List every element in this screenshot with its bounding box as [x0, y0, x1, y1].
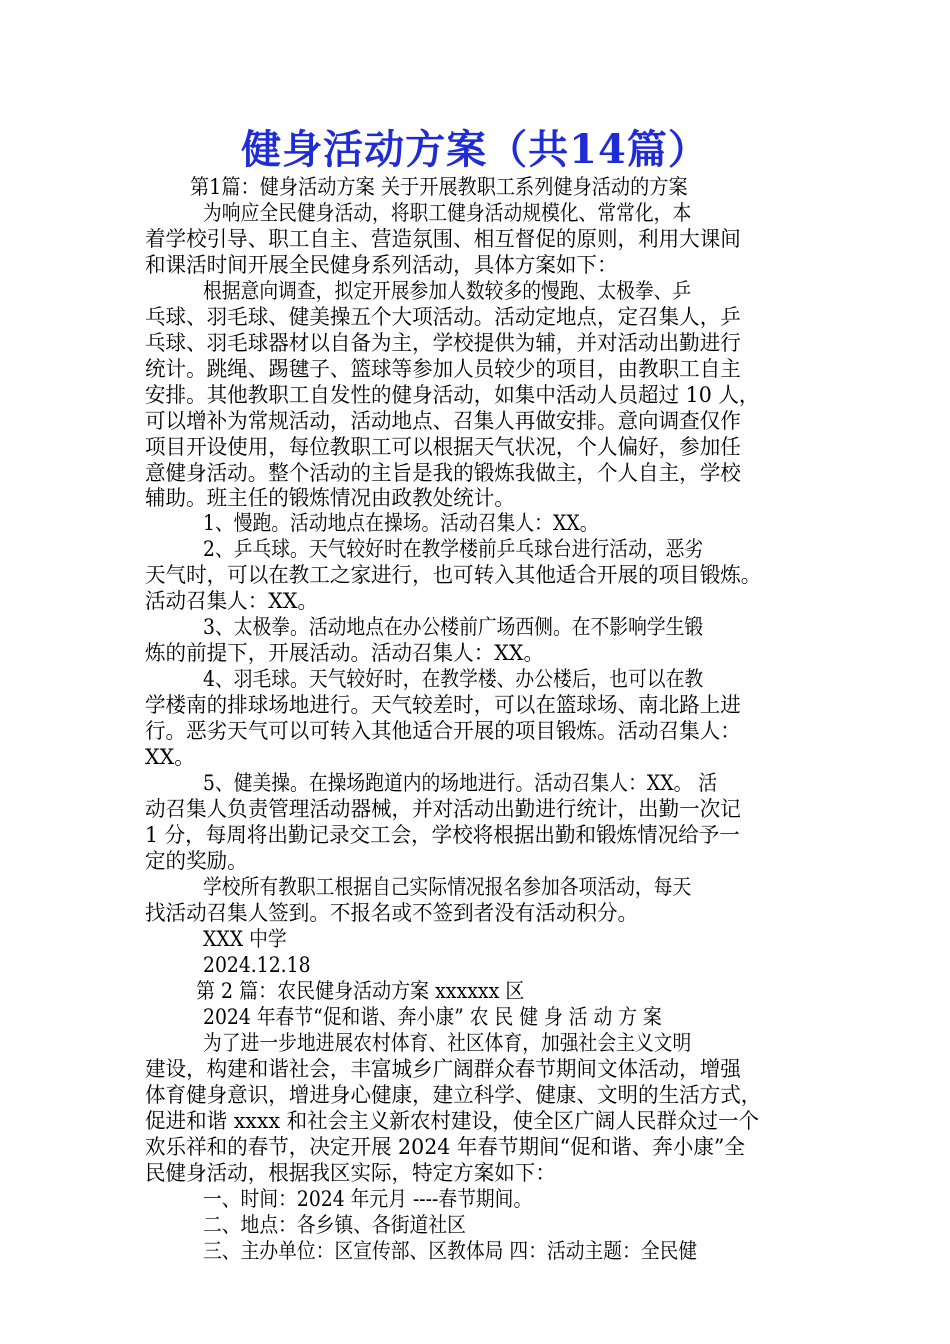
paragraph-line: 行。恶劣天气可以可转入其他适合开展的项目锻炼。活动召集人：	[145, 719, 741, 743]
signature-date: 2024.12.18	[203, 953, 311, 977]
paragraph-line: 欢乐祥和的春节，决定开展 2024 年春节期间“促和谐、奔小康”全	[145, 1135, 745, 1159]
document-title: 健身活动方案（共14篇）	[241, 126, 709, 173]
paragraph-line: 为响应全民健身活动，将职工健身活动规模化、常常化，本	[203, 201, 692, 225]
paragraph-line: 民健身活动，根据我区实际，特定方案如下：	[145, 1161, 556, 1185]
paragraph-line: 意健身活动。整个活动的主旨是我的锻炼我做主，个人自主，学校	[145, 461, 741, 485]
list-item: 5、健美操。在操场跑道内的场地进行。活动召集人：XX。 活	[203, 771, 718, 795]
paragraph-line: 和课活时间开展全民健身系列活动，具体方案如下：	[145, 253, 618, 277]
paragraph-line: 乓球、羽毛球器材以自备为主，学校提供为辅，并对活动出勤进行	[145, 331, 741, 355]
list-item: 3、太极拳。活动地点在办公楼前广场西侧。在不影响学生锻	[203, 615, 704, 639]
paragraph-line: 为了进一步地进展农村体育、社区体育，加强社会主义文明	[203, 1031, 692, 1055]
list-item: 2、乒乓球。天气较好时在教学楼前乒乓球台进行活动，恶劣	[203, 537, 704, 561]
paragraph-line: 根据意向调查，拟定开展参加人数较多的慢跑、太极拳、乒	[203, 279, 692, 303]
paragraph-line: 着学校引导、职工自主、营造氛围、相互督促的原则，利用大课间	[145, 227, 741, 251]
list-item: 1、慢跑。活动地点在操场。活动召集人：XX。	[203, 511, 599, 535]
paragraph-line: 定的奖励。	[145, 849, 248, 873]
paragraph-line: 学楼南的排球场地进行。天气较差时，可以在篮球场、南北路上进	[145, 693, 741, 717]
list-item: 一、时间：2024 年元月 ----春节期间。	[203, 1187, 533, 1211]
list-item: 二、地点：各乡镇、各街道社区	[203, 1213, 466, 1237]
paragraph-line: 炼的前提下，开展活动。活动召集人：XX。	[145, 641, 545, 665]
paragraph-line: 活动召集人：XX。	[145, 589, 319, 613]
paragraph-line: XX。	[145, 745, 195, 769]
section-2-heading: 第 2 篇：农民健身活动方案 xxxxxx 区	[196, 979, 525, 1003]
paragraph-line: 可以增补为常规活动，活动地点、召集人再做安排。意向调查仅作	[145, 409, 741, 433]
paragraph-line: 找活动召集人签到。不报名或不签到者没有活动积分。	[145, 901, 639, 925]
section-2-subtitle: 2024 年春节“促和谐、奔小康” 农 民 健 身 活 动 方 案	[203, 1005, 662, 1029]
paragraph-line: 辅助。班主任的锻炼情况由政教处统计。	[145, 486, 515, 510]
paragraph-line: 体育健身意识，增进身心健康，建立科学、健康、文明的生活方式，	[145, 1083, 762, 1107]
paragraph-line: 项目开设使用，每位教职工可以根据天气状况，个人偏好，参加任	[145, 435, 741, 459]
signature-school: XXX 中学	[203, 927, 287, 951]
paragraph-line: 动召集人负责管理活动器械，并对活动出勤进行统计，出勤一次记	[145, 797, 741, 821]
list-item: 4、羽毛球。天气较好时，在教学楼、办公楼后，也可以在教	[203, 667, 704, 691]
paragraph-line: 安排。其他教职工自发性的健身活动，如集中活动人员超过 10 人，	[145, 383, 760, 407]
paragraph-line: 建设，构建和谐社会，丰富城乡广阔群众春节期间文体活动，增强	[145, 1057, 741, 1081]
paragraph-line: 学校所有教职工根据自己实际情况报名参加各项活动，每天	[203, 875, 692, 899]
paragraph-line: 统计。跳绳、踢毽子、篮球等参加人员较少的项目，由教职工自主	[145, 357, 741, 381]
paragraph-line: 促进和谐 xxxx 和社会主义新农村建设，使全区广阔人民群众过一个	[145, 1109, 760, 1133]
list-item: 三、主办单位：区宣传部、区教体局 四：活动主题：全民健	[203, 1239, 698, 1263]
paragraph-line: 天气时，可以在教工之家进行，也可转入其他适合开展的项目锻炼。	[145, 563, 762, 587]
paragraph-line: 1 分，每周将出勤记录交工会，学校将根据出勤和锻炼情况给予一	[145, 823, 740, 847]
paragraph-line: 乓球、羽毛球、健美操五个大项活动。活动定地点，定召集人，乒	[145, 305, 741, 329]
section-1-heading: 第1篇：健身活动方案 关于开展教职工系列健身活动的方案	[190, 175, 688, 199]
